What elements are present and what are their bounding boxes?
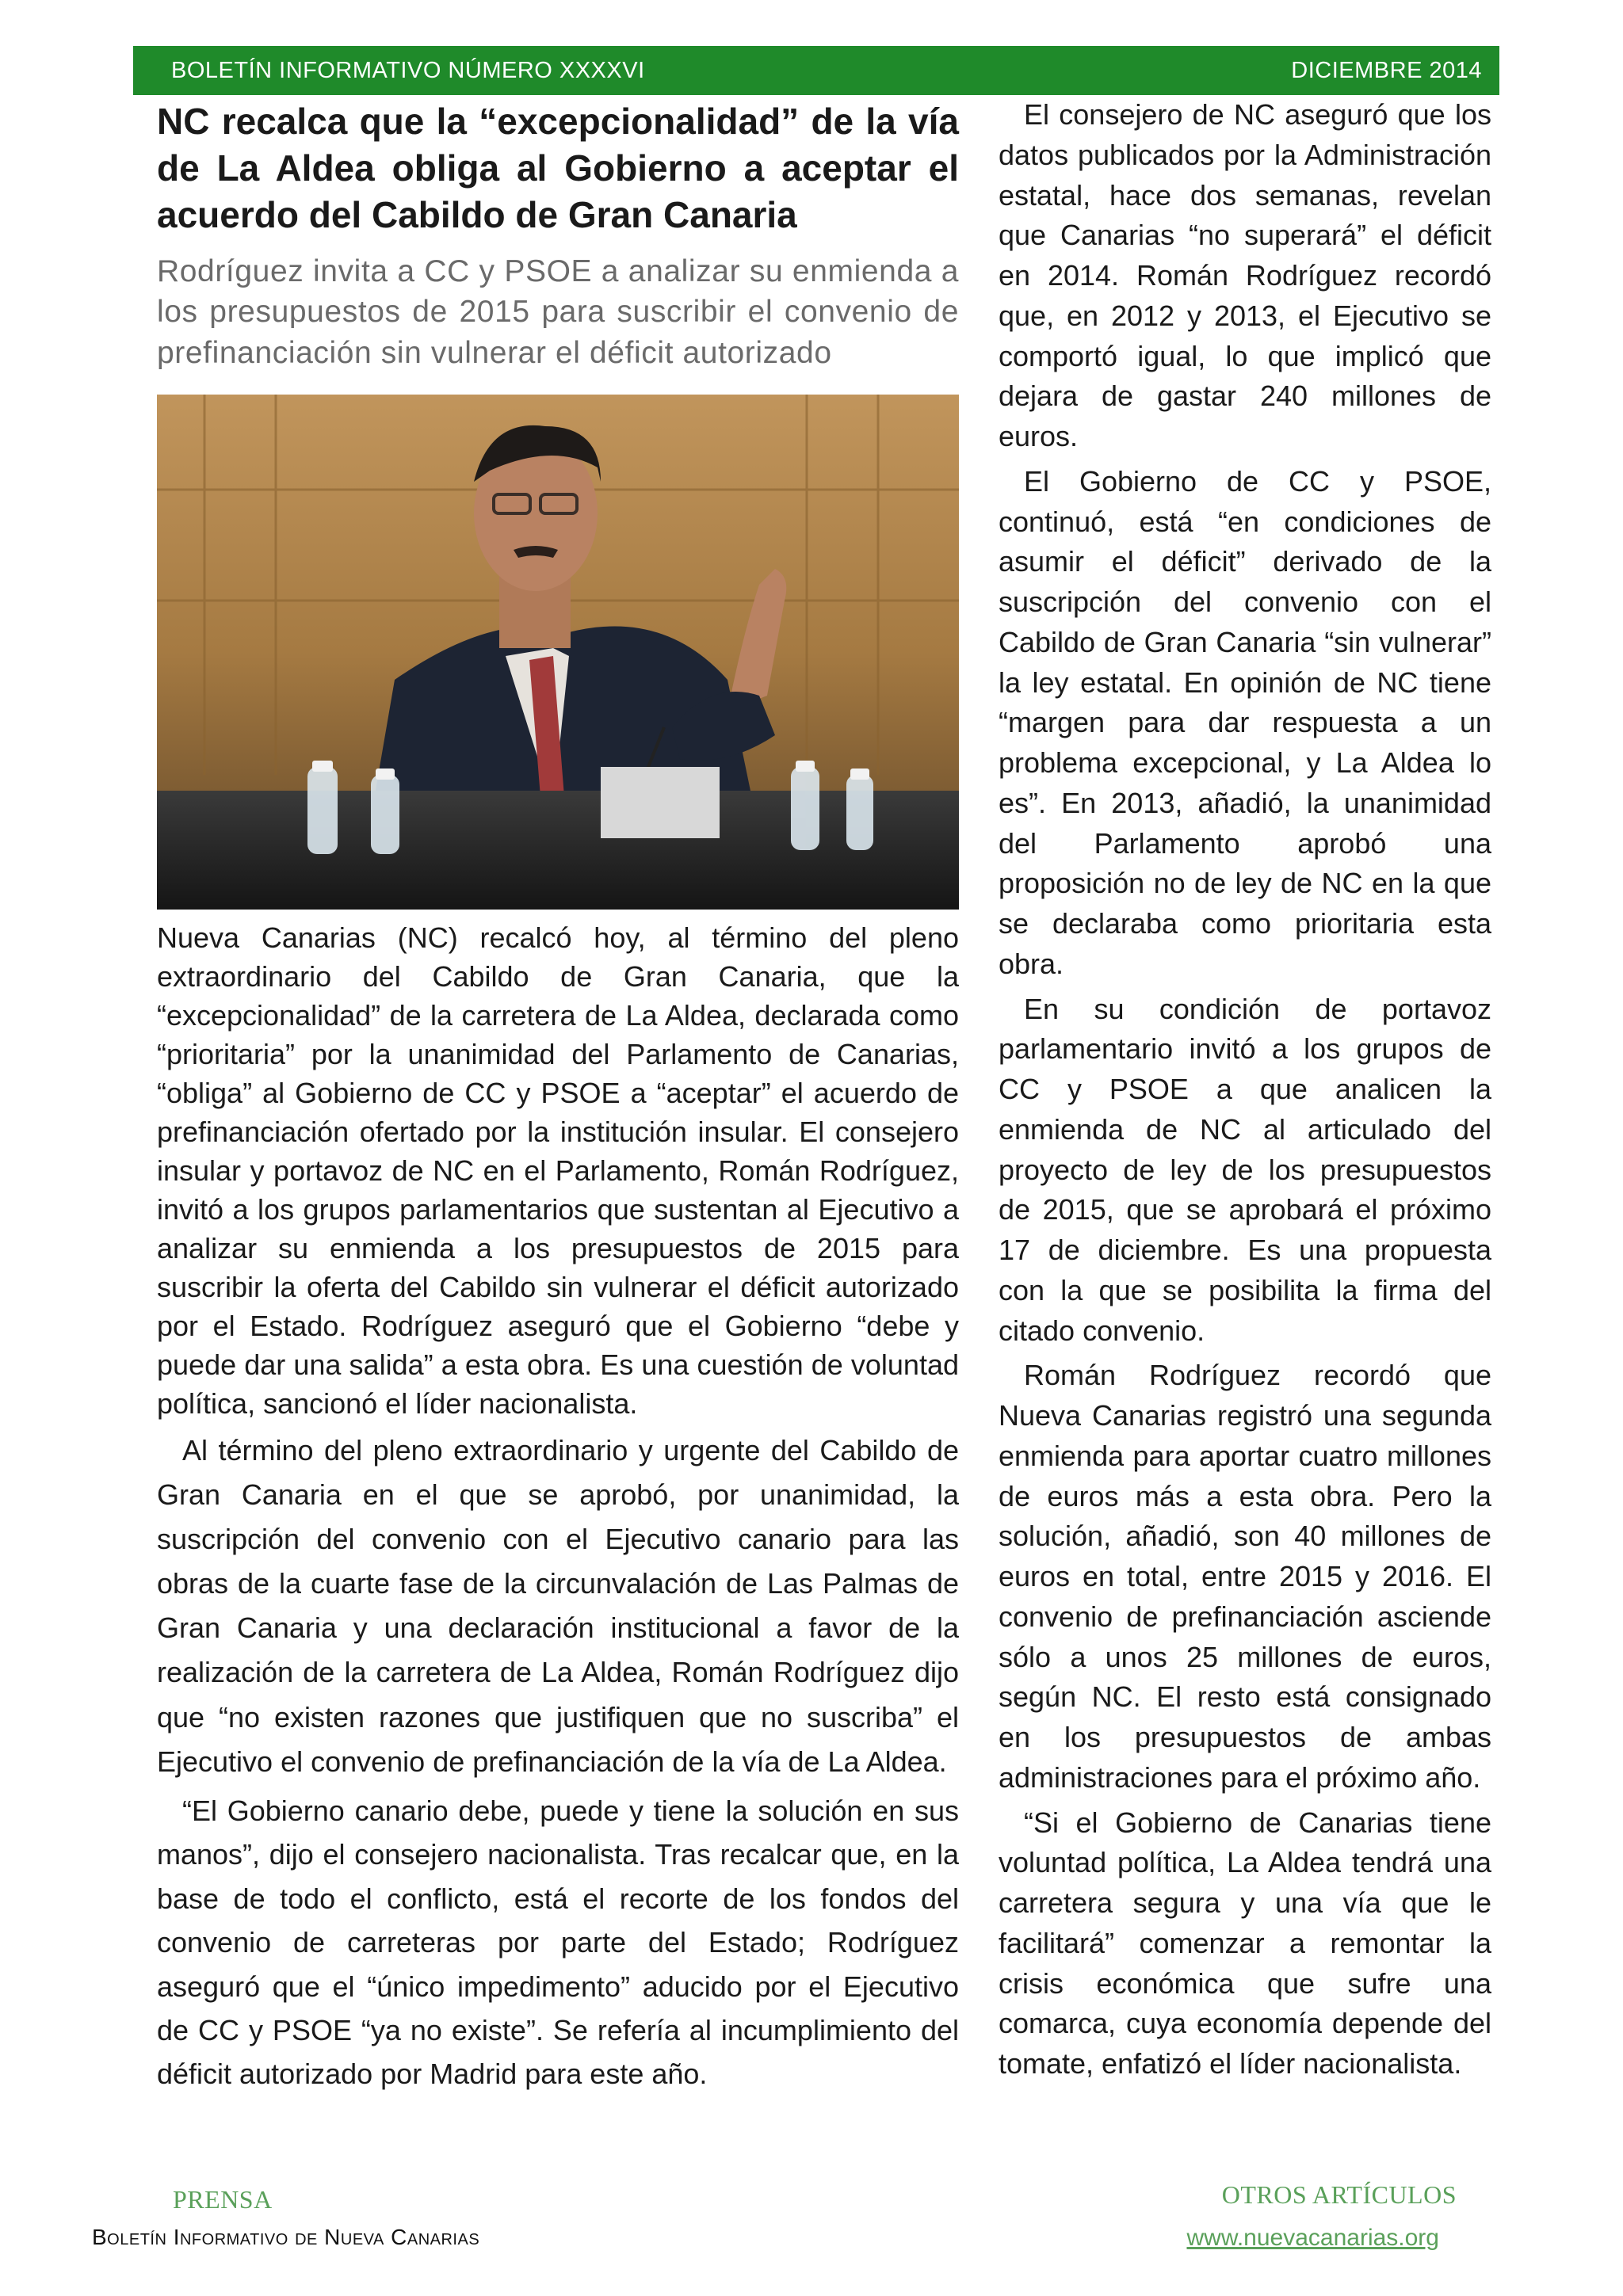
issue-date: DICIEMBRE 2014 (1291, 57, 1482, 83)
right-paragraph-2: El Gobierno de CC y PSOE, continuó, está “en condiciones de asumir el déficit” derivado de la suscripción del convenio con el Cabildo de Gran Canaria “sin vulnerar” la ley estatal. En opinión de NC tiene “margen para dar respuesta a un problema excepcional, y La Aldea lo es”. En 2013, añadió, la unanimidad del Parlamento aprobó una proposición no de ley de NC en la que se declaraba como prioritaria esta obra. (999, 464, 1491, 980)
header-bar (133, 46, 1499, 95)
website-link[interactable]: www.nuevacanarias.org (1186, 2225, 1439, 2251)
article-photo (157, 395, 959, 910)
left-paragraph-2: Al término del pleno extraordinario y urgente del Cabildo de Gran Canaria en el que se aprobó, por unanimidad, la suscripción del convenio con el Ejecutivo canario para las obras de la cuarte fase de la circunvalación de Las Palmas de Gran Canaria y una declaración institucional a favor de la realización de la carretera de La Aldea, Román Rodríguez dijo que “no existen razones que justifiquen que no suscriba” el Ejecutivo el convenio de prefinanciación de la vía de La Aldea. (157, 1433, 959, 1778)
left-paragraph-3: “El Gobierno canario debe, puede y tiene la solución en sus manos”, dijo el consejero nacionalista. Tras recalcar que, en la base de todo el conflicto, está el recorte de los fondos del convenio de carreteras por parte del Estado; Rodríguez aseguró que el “único impedimento” aducido por el Ejecutivo de CC y PSOE “ya no existe”. Se refería al incumplimiento del déficit autorizado por Madrid para este año. (157, 1794, 959, 2091)
otros-articulos-link[interactable]: OTROS ARTÍCULOS (1221, 2180, 1457, 2209)
article-subtitle: Rodríguez invita a CC y PSOE a analizar su enmienda a los presupuestos de 2015 para suscribir el convenio de prefinanciación sin vulnerar el déficit autorizado (157, 254, 959, 371)
publication-name: Boletín Informativo de Nueva Canarias (92, 2225, 480, 2249)
right-paragraph-5: “Si el Gobierno de Canarias tiene voluntad política, La Aldea tendrá una carretera segura y una vía que le facilitará” comenzar a remontar la crisis económica que sufre una comarca, cuya economía depende del tomate, enfatizó el líder nacionalista. (999, 1806, 1491, 2080)
right-paragraph-1: El consejero de NC aseguró que los datos publicados por la Administración estatal, hace dos semanas, revelan que Canarias “no superará” el déficit en 2014. Román Rodríguez recordó que, en 2012 y 2013, el Ejecutivo se comportó igual, lo que implicó que dejara de gastar 240 millones de euros. (999, 98, 1491, 452)
issue-label: BOLETÍN INFORMATIVO NÚMERO XXXXVI (171, 57, 645, 83)
prensa-link[interactable]: PRENSA (173, 2185, 273, 2214)
left-column (157, 98, 959, 2096)
right-paragraph-3: En su condición de portavoz parlamentario invitó a los grupos de CC y PSOE a que analicen la enmienda de NC al articulado del proyecto de ley de los presupuestos de 2015, que se aprobará el próximo 17 de diciembre. Es una propuesta con la que se posibilita la firma del citado convenio. (999, 992, 1491, 1347)
left-paragraph-1: Nueva Canarias (NC) recalcó hoy, al término del pleno extraordinario del Cabildo de Gran Canaria, que la “excepcionalidad” de la carretera de La Aldea, declarada como “prioritaria” por la unanimidad del Parlamento de Canarias, “obliga” al Gobierno de CC y PSOE a “aceptar” el acuerdo de prefinanciación ofertado por la institución insular. El consejero insular y portavoz de NC en el Parlamento, Román Rodríguez, invitó a los grupos parlamentarios que sustentan al Ejecutivo a analizar su enmienda a los presupuestos de 2015 para suscribir la oferta del Cabildo sin vulnerar el déficit autorizado por el Estado. Rodríguez aseguró que el Gobierno “debe y puede dar una salida” a esta obra. Es una cuestión de voluntad política, sancionó el líder nacionalista. (157, 921, 959, 1420)
right-column (999, 95, 1491, 2084)
right-paragraph-4: Román Rodríguez recordó que Nueva Canarias registró una segunda enmienda para aportar cuatro millones de euros más a esta obra. Pero la solución, añadió, son 40 millones de euros en total, entre 2015 y 2016. El convenio de prefinanciación asciende sólo a unos 25 millones de euros, según NC. El resto está consignado en los presupuestos de ambas administraciones para el próximo año. (999, 1359, 1491, 1794)
article-headline: NC recalca que la “excepcionalidad” de la vía de La Aldea obliga al Gobierno a aceptar el acuerdo del Cabildo de Gran Canaria (157, 101, 959, 235)
